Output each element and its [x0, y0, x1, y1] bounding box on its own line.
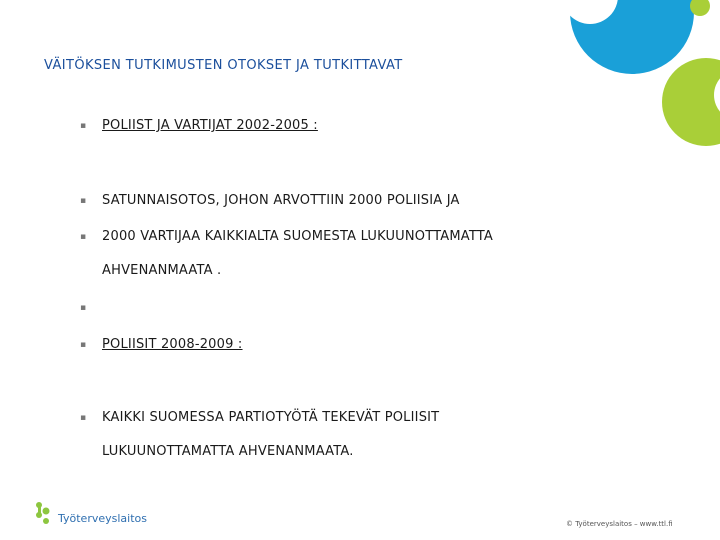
bullet-icon: ▪ — [80, 196, 87, 206]
slide-title: VÄITÖKSEN TUTKIMUSTEN OTOKSET JA TUTKITTAVAT — [44, 58, 403, 73]
bullet-icon: ▪ — [80, 232, 87, 242]
green-circle — [662, 58, 720, 146]
bullet-text: SATUNNAISOTOS, JOHON ARVOTTIIN 2000 POLIISIA JA — [102, 193, 460, 208]
bullet-icon: ▪ — [80, 413, 87, 423]
bullet-text: AHVENANMAATA . — [102, 263, 222, 278]
bullet-icon: ▪ — [80, 340, 87, 350]
footer-logo — [34, 500, 147, 525]
bullet-text: POLIIST JA VARTIJAT 2002-2005 : — [102, 118, 318, 133]
logo-icon — [34, 501, 54, 525]
bullet-text: KAIKKI SUOMESSA PARTIOTYÖTÄ TEKEVÄT POLIISIT — [102, 410, 440, 425]
logo-text: Työterveyslaitos — [58, 512, 147, 525]
footer-copyright: © Työterveyslaitos – www.ttl.fi — [566, 520, 673, 528]
bullet-text: POLIISIT 2008-2009 : — [102, 337, 243, 352]
bullet-icon: ▪ — [80, 121, 87, 131]
bullet-text: 2000 VARTIJAA KAIKKIALTA SUOMESTA LUKUUNOTTAMATTA — [102, 229, 494, 244]
bullet-icon: ▪ — [80, 303, 87, 313]
bullet-text: LUKUUNOTTAMATTA AHVENANMAATA. — [102, 444, 354, 459]
